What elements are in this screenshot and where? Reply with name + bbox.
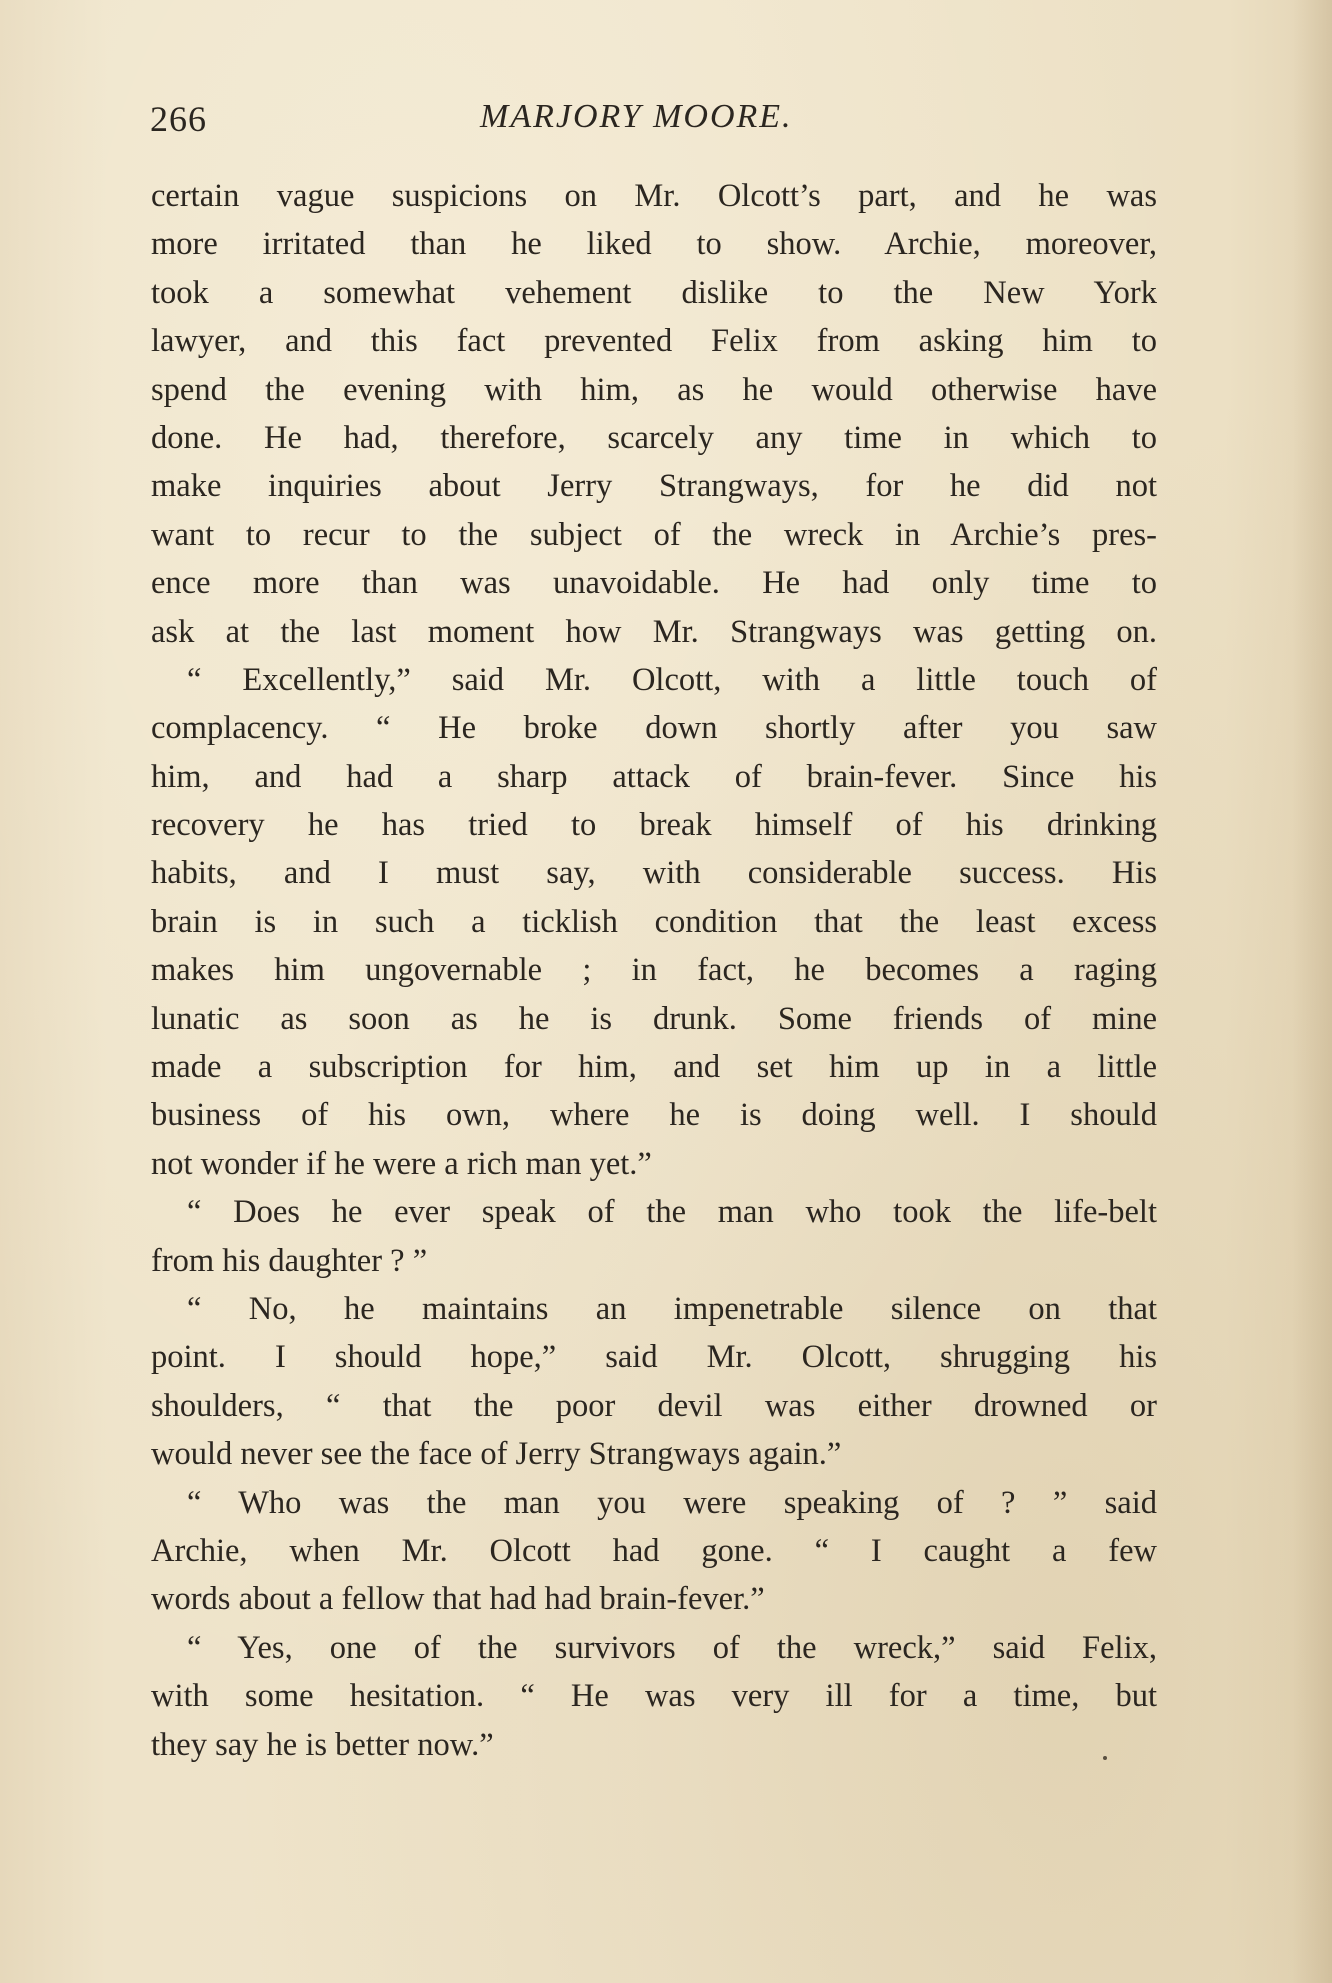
text-line: complacency. “ He broke down shortly after you saw [151, 710, 1157, 747]
text-line: make inquiries about Jerry Strangways, for he did not [151, 468, 1157, 505]
text-line: ence more than was unavoidable. He had only time to [151, 565, 1157, 602]
text-line: habits, and I must say, with considerable success. His [151, 855, 1157, 892]
text-line: “ No, he maintains an impenetrable silence on that [187, 1290, 1157, 1327]
text-line: they say he is better now.” [151, 1726, 494, 1763]
text-line: lawyer, and this fact prevented Felix from asking him to [151, 323, 1157, 360]
text-line: took a somewhat vehement dislike to the New York [151, 274, 1157, 311]
page-number: 266 [150, 99, 207, 139]
text-line: from his daughter ? ” [151, 1242, 428, 1279]
text-line: “ Does he ever speak of the man who took the life-belt [187, 1194, 1157, 1231]
text-line: lunatic as soon as he is drunk. Some friends of mine [151, 1000, 1157, 1037]
text-line: would never see the face of Jerry Strangways again.” [151, 1436, 842, 1473]
page-edge-shadow [1292, 0, 1332, 1983]
text-line: “ Excellently,” said Mr. Olcott, with a little touch of [187, 661, 1157, 698]
text-line: Archie, when Mr. Olcott had gone. “ I caught a few [151, 1532, 1157, 1569]
running-head [150, 98, 1160, 148]
ink-speck [1103, 1756, 1107, 1760]
text-line: words about a fellow that had had brain-fever.” [151, 1581, 765, 1618]
text-line: makes him ungovernable ; in fact, he becomes a raging [151, 952, 1157, 989]
text-line: spend the evening with him, as he would otherwise have [151, 371, 1157, 408]
text-line: shoulders, “ that the poor devil was either drowned or [151, 1387, 1157, 1424]
text-line: with some hesitation. “ He was very ill for a time, but [151, 1678, 1157, 1715]
text-line: recovery he has tried to break himself of his drinking [151, 807, 1157, 844]
text-line: made a subscription for him, and set him up in a little [151, 1049, 1157, 1086]
text-line: point. I should hope,” said Mr. Olcott, shrugging his [151, 1339, 1157, 1376]
text-line: “ Yes, one of the survivors of the wreck,” said Felix, [187, 1629, 1157, 1666]
text-line: not wonder if he were a rich man yet.” [151, 1145, 652, 1182]
text-line: brain is in such a ticklish condition that the least excess [151, 903, 1157, 940]
text-line: done. He had, therefore, scarcely any time in which to [151, 419, 1157, 456]
text-line: him, and had a sharp attack of brain-fever. Since his [151, 758, 1157, 795]
text-line: ask at the last moment how Mr. Strangways was getting on. [151, 613, 1157, 650]
text-line: “ Who was the man you were speaking of ? ” said [187, 1484, 1157, 1521]
text-line: more irritated than he liked to show. Archie, moreover, [151, 226, 1157, 263]
text-line: certain vague suspicions on Mr. Olcott’s part, and he was [151, 178, 1157, 214]
text-line: business of his own, where he is doing well. I should [151, 1097, 1157, 1134]
body-text [151, 172, 1157, 1769]
running-title: MARJORY MOORE. [480, 98, 793, 135]
text-line: want to recur to the subject of the wreck in Archie’s pres- [151, 516, 1157, 553]
